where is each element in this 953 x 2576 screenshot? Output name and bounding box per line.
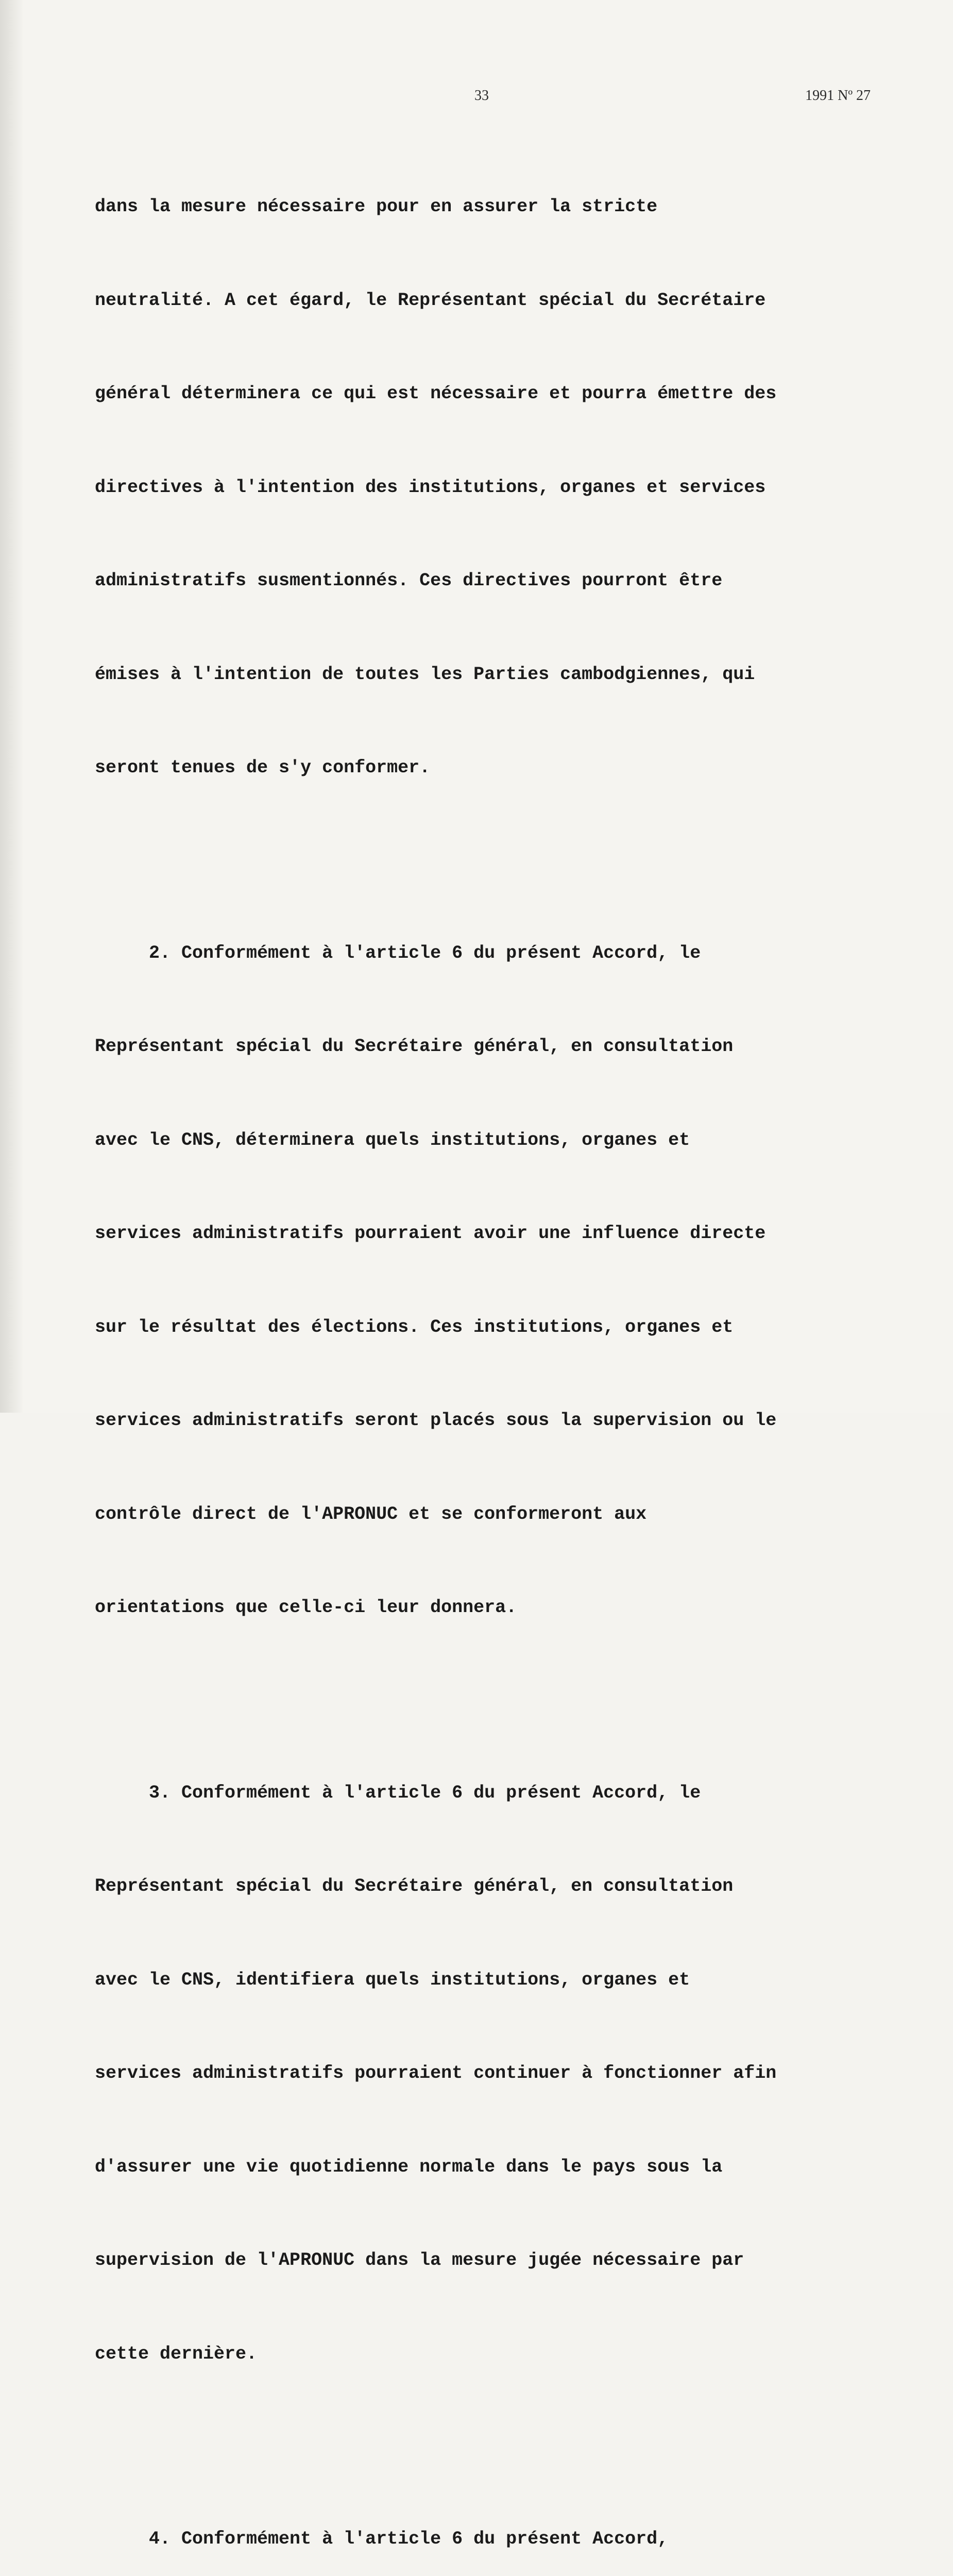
text-line: avec le CNS, identifiera quels institutions, organes et [95,1969,690,1990]
text-line: supervision de l'APRONUC dans la mesure jugée nécessaire par [95,2250,744,2270]
text-line: Représentant spécial du Secrétaire général, en consultation [95,1876,734,1896]
text-line: avec le CNS, déterminera quels institutions, organes et [95,1129,690,1150]
paragraph-3 [95,1715,883,2432]
text-line: services administratifs pourraient continuer à fonctionner afin [95,2063,777,2083]
text-line: seront tenues de s'y conformer. [95,757,431,778]
text-line: 4. Conformément à l'article 6 du présent Accord, [95,2529,669,2549]
text-line: services administratifs pourraient avoir une influence directe [95,1223,766,1244]
document-reference: 1991 Nº 27 [805,88,871,104]
text-line: contrôle direct de l'APRONUC et se conformeront aux [95,1503,647,1524]
page-number: 33 [474,88,489,104]
text-line: 3. Conformément à l'article 6 du présent Accord, le [95,1782,701,1803]
paragraph-2 [95,875,883,1686]
text-line: administratifs susmentionnés. Ces directives pourront être [95,570,723,591]
paragraph-4 [95,2461,883,2576]
body-text [95,129,883,2576]
text-line: sur le résultat des élections. Ces institutions, organes et [95,1316,734,1337]
text-line: émises à l'intention de toutes les Parties cambodgiennes, qui [95,664,755,685]
page-header [0,88,953,108]
text-line: 2. Conformément à l'article 6 du présent Accord, le [95,942,701,963]
text-line: Représentant spécial du Secrétaire général, en consultation [95,1036,734,1057]
text-line: neutralité. A cet égard, le Représentant spécial du Secrétaire [95,290,766,311]
text-line: services administratifs seront placés sous la supervision ou le [95,1410,777,1431]
paragraph-neutrality [95,129,883,846]
text-line: directives à l'intention des institutions, organes et services [95,477,766,498]
text-line: cette dernière. [95,2343,258,2364]
scan-binding-edge [0,0,24,1413]
text-line: général déterminera ce qui est nécessaire et pourra émettre des [95,383,777,404]
text-line: dans la mesure nécessaire pour en assurer la stricte [95,196,658,217]
text-line: d'assurer une vie quotidienne normale dans le pays sous la [95,2156,723,2177]
text-line: orientations que celle-ci leur donnera. [95,1597,517,1618]
